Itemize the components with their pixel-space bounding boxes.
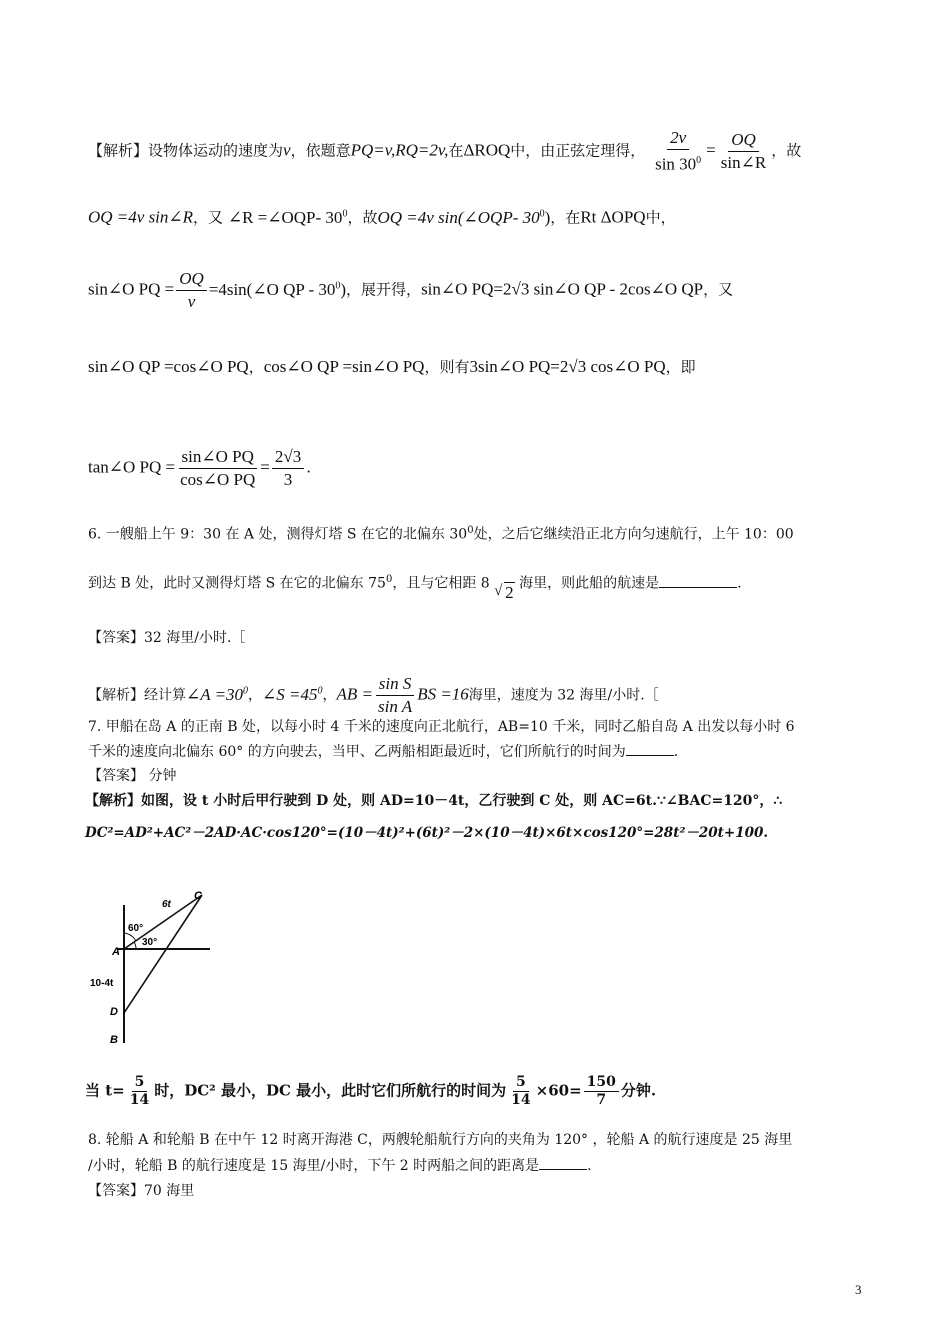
label-a: A	[112, 946, 120, 958]
jiexi-tag: 【解析】	[88, 141, 149, 160]
q7-jiexi: 【解析】如图，设 t 小时后甲行驶到 D 处，则 AD=10－4t，乙行驶到 C 处，则 AC=6t.∵∠BAC=120°，∴	[85, 793, 783, 809]
label-10-4t: 10-4t	[90, 978, 114, 989]
q8-line-1: 8. 轮船 A 和轮船 B 在中午 12 时离开海港 C，两艘轮船航行方向的夹角为 120° ，轮船 A 的航行速度是 25 海里	[88, 1132, 793, 1148]
fraction-sin-cos: $\frac{\text{sin∠O PQ}}{\text{cos∠O PQ}}$	[180, 447, 256, 489]
fraction-sins-sina: $\frac{\text{sin S}}{\text{sin A}}$	[375, 673, 415, 718]
fraction-2root3-3: $\frac{2√3}{3}$	[272, 446, 304, 491]
angle-30-arc	[134, 942, 136, 949]
q6-line-1: 6. 一艘船上午 9：30 在 A 处，测得灯塔 S 在它的北偏东 $30^0$处，之后它继续沿正北方向匀速航行，上午 10：00	[88, 525, 794, 543]
q7-conclusion: 当 t= $\frac{5}{14}$ 时，DC² 最小，DC 最小，此时它们所航行的时间为 $\frac{5}{14}$ ×60= $\frac{150}{7}$ 分钟.	[85, 1074, 657, 1108]
answer-blank	[539, 1155, 587, 1170]
q7-answer: 【答案】 分钟	[88, 768, 177, 784]
q6-answer: 【答案】32 海里/小时.［	[88, 630, 246, 646]
segment-dc	[124, 895, 202, 1013]
q6-line-2: 到达 B 处，此时又测得灯塔 S 在它的北偏东 $75^0$，且与它相距 8 √ 2 海里，则此船的航速是 .	[88, 574, 742, 602]
q7-figure	[82, 885, 222, 1050]
q7-formula: DC²=AD²+AC²－2AD·AC·cos120°=(10－4t)²+(6t)²－2×(10－4t)×6t×cos120°=28t²－20t+100.	[85, 825, 769, 841]
fraction-2v-sin30: $\frac{2v}{\sin 30^0}$	[655, 128, 702, 174]
label-30: 30°	[142, 937, 158, 948]
label-60: 60°	[128, 923, 144, 934]
q8-line-2: /小时，轮船 B 的航行速度是 15 海里/小时，下午 2 时两船之间的距离是 .	[88, 1155, 592, 1176]
p5-line-5: tan∠O PQ = $\frac{\text{sin∠O PQ}}{\text{cos∠O PQ}}$ = $\frac{2√3}{3}$ .	[88, 447, 311, 489]
angle-60-arc	[124, 933, 136, 941]
p5-line-2: OQ =4v sin∠R，又 ∠R =∠OQP- $30^0$，故OQ =4v sin(∠OQP- $30^0$)，在Rt ΔOPQ中，	[88, 207, 676, 227]
q7-line-1: 7. 甲船在岛 A 的正南 B 处，以每小时 4 千米的速度向正北航行，AB=10 千米，同时乙船自岛 A 出发以每小时 6	[88, 719, 795, 735]
label-6t: 6t	[162, 899, 171, 910]
sqrt-2: √ 2	[494, 582, 514, 602]
label-c: C	[194, 890, 202, 902]
q8-answer: 【答案】70 海里	[88, 1183, 195, 1199]
fraction-oq-v: $\frac{OQ}{v}$	[176, 268, 207, 313]
q7-line-2: 千米的速度向北偏东 60° 的方向驶去，当甲、乙两船相距最近时，它们所航行的时间为 .	[88, 741, 678, 762]
page-number: 3	[855, 1282, 862, 1297]
p5-line-3: sin∠O PQ = $\frac{OQ}{v}$ =4sin(∠O QP - $30^0$)，展开得，sin∠O PQ=2√3 sin∠O QP - 2cos∠O QP，又	[88, 269, 734, 311]
answer-blank	[659, 573, 737, 588]
label-d: D	[110, 1006, 118, 1018]
answer-blank	[626, 741, 674, 756]
fraction-oq-sinr: $\frac{OQ}{\sin\angle R}$	[720, 129, 767, 172]
q6-jiexi: 【解析】经计算∠A $=30^0$，∠S $=45^0$，AB = $\frac{\text{sin S}}{\text{sin A}}$ BS =16海里，速度为 32 海里/小时.［	[88, 674, 659, 716]
p5-line-4: sin∠O QP =cos∠O PQ，cos∠O QP =sin∠O PQ，则有3sin∠O PQ=2√3 cos∠O PQ，即	[88, 357, 696, 376]
label-b: B	[110, 1034, 118, 1046]
p5-line-1: 【解析】设物体运动的速度为v，依题意PQ=v,RQ=2v,在ΔROQ中，由正弦定理得， $\frac{2v}{\sin 30^0}$ = $\frac{OQ}{\sin\angle R}$ ，故	[88, 128, 802, 174]
